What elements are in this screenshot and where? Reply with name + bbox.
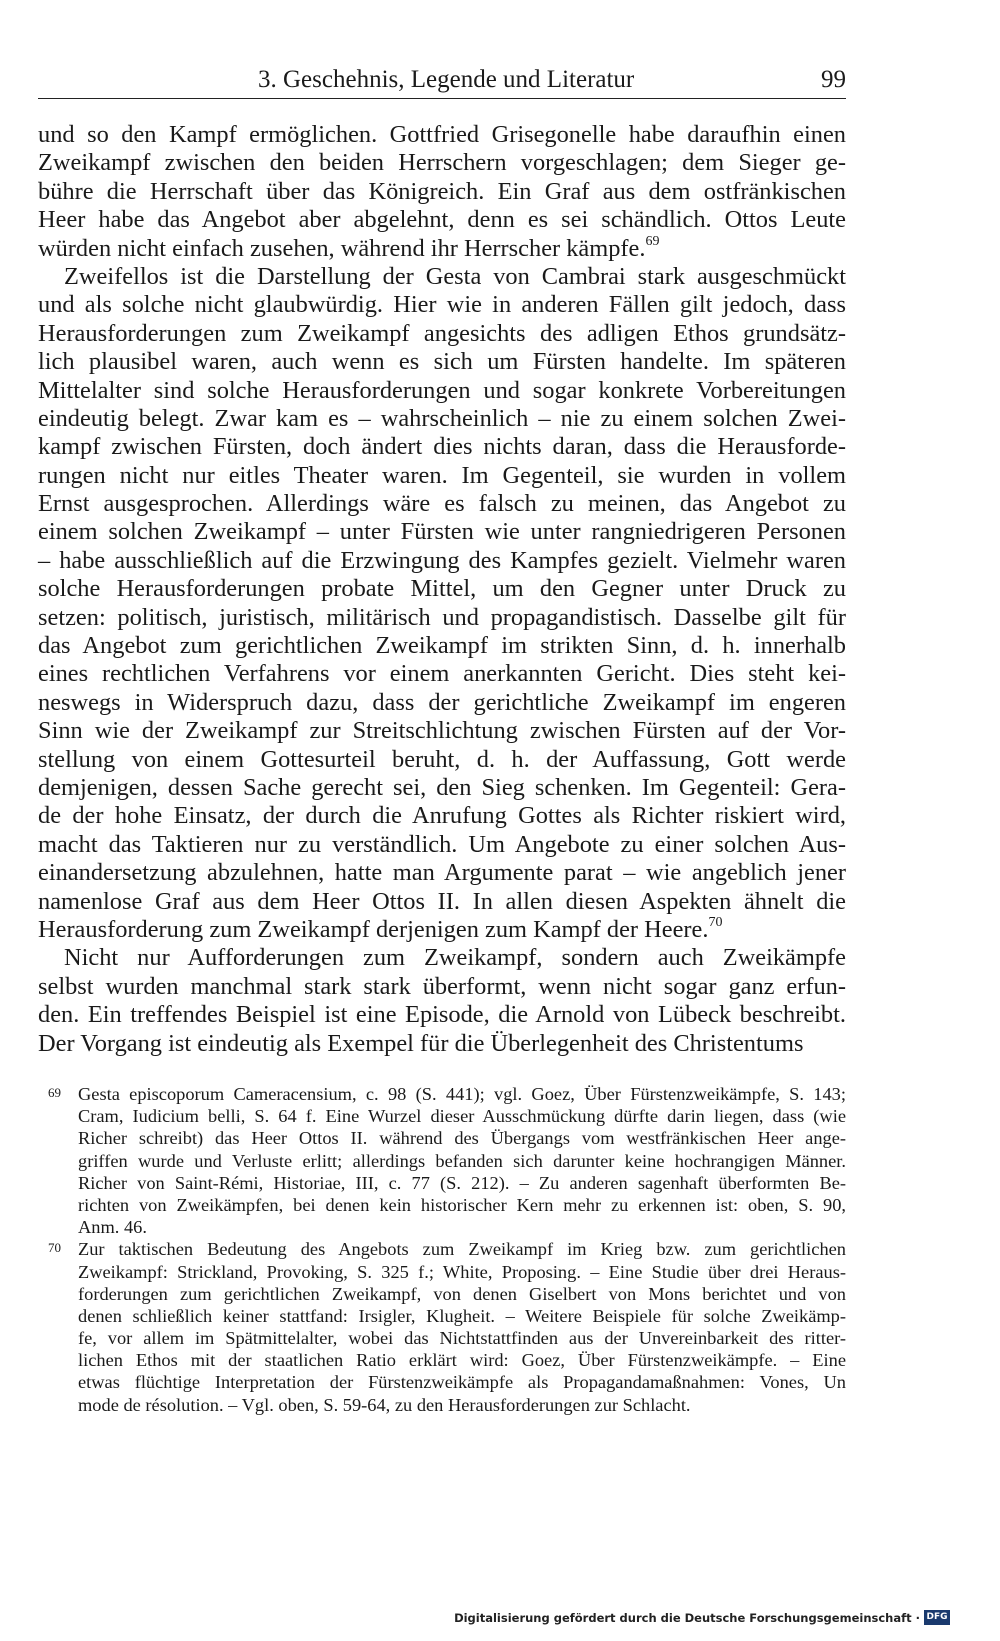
body-line: de der hohe Einsatz, der durch die Anrufung Gottes als Richter riskiert wird, [38,802,846,830]
body-line: das Angebot zum gerichtlichen Zweikampf im strikten Sinn, d. h. innerhalb [38,632,846,660]
body-line: eindeutig belegt. Zwar kam es – wahrscheinlich – nie zu einem solchen Zwei- [38,404,846,432]
body-line: Ernst ausgesprochen. Allerdings wäre es falsch zu meinen, das Angebot zu [38,490,846,518]
footnote-number: 69 [48,1085,61,1100]
body-line: macht das Taktieren nur zu verständlich. Um Angebote zu einer solchen Aus- [38,830,846,858]
footnote-line: Zur taktischen Bedeutung des Angebots zum Zweikampf im Krieg bzw. zum gerichtlichen [78,1239,846,1260]
body-text [38,121,846,1058]
body-line: bühre die Herrschaft über das Königreich. Ein Graf aus dem ostfränkischen [38,177,846,205]
digitization-credit: Digitalisierung gefördert durch die Deutsche Forschungsgemeinschaft · [454,1611,920,1625]
footnotes [38,1083,846,1416]
footnote-reference-70[interactable]: 70 [708,914,723,930]
body-line: Mittelalter sind solche Herausforderungen und sogar konkrete Vorbereitungen [38,376,846,404]
body-line: setzen: politisch, juristisch, militärisch und propagandistisch. Dasselbe gilt für [38,603,846,631]
body-line: einem solchen Zweikampf – unter Fürsten wie unter rangniedrigeren Personen [38,518,846,546]
body-line: und als solche nicht glaubwürdig. Hier wie in anderen Fällen gilt jedoch, dass [38,291,846,319]
body-line: Heer habe das Angebot aber abgelehnt, denn es sei schändlich. Ottos Leute [38,206,846,234]
running-header [38,64,846,99]
footnote-line: Gesta episcoporum Cameracensium, c. 98 (S. 441); vgl. Goez, Über Fürstenzweikämpfe, S. 143; [78,1084,846,1104]
footnote-69 [38,1083,846,1238]
footnote-line: denen schließlich keiner stattfand: Irsigler, Klugheit. – Weitere Beispiele für solche Zweikämp- [78,1305,846,1326]
body-line: den. Ein treffendes Beispiel ist eine Episode, die Arnold von Lübeck beschreibt. [38,1001,846,1029]
body-line: neswegs in Widerspruch dazu, dass der gerichtliche Zweikampf im engeren [38,688,846,716]
body-line: einandersetzung abzulehnen, hatte man Argumente parat – wie angeblich jener [38,859,846,887]
footnote-line: Zweikampf: Strickland, Provoking, S. 325 f.; White, Proposing. – Eine Studie über drei Heraus- [78,1261,846,1282]
footnote-line: Richer von Saint-Rémi, Historiae, III, c. 77 (S. 212). – Zu anderen sagenhaft überformten Be- [78,1172,846,1193]
body-line: Zweikampf zwischen den beiden Herrschern vorgeschlagen; dem Sieger ge- [38,149,846,177]
body-line [38,235,846,263]
footnote-line: forderungen zum gerichtlichen Zweikampf, von denen Giselbert von Mons berichtet und von [78,1283,846,1304]
body-line-text: Herausforderung zum Zweikampf derjenigen zum Kampf der Heere. [38,915,709,943]
footnote-line: Richer schreibt) das Heer Ottos II. während des Übergangs vom westfränkischen Heer ange- [78,1128,846,1149]
body-line: Sinn wie der Zweikampf zur Streitschlichtung zwischen Fürsten auf der Vor- [38,717,846,745]
body-line: Herausforderungen zum Zweikampf angesichts des adligen Ethos grundsätz- [38,319,846,347]
body-line: namenlose Graf aus dem Heer Ottos II. In allen diesen Aspekten ähnelt die [38,887,846,915]
body-line: Nicht nur Aufforderungen zum Zweikampf, sondern auch Zweikämpfe [64,944,846,972]
footnote-line: griffen wurde und Verluste erlitt; allerdings befanden sich darunter keine hochrangigen Männer. [78,1150,846,1171]
body-line: demjenigen, dessen Sache gerecht sei, den Sieg schenken. Im Gegenteil: Gera- [38,773,846,801]
footnote-line: lichen Ethos mit der staatlichen Ratio erklärt wird: Goez, Über Fürstenzweikämpfe. – Eine [78,1350,846,1371]
body-line: lich plausibel waren, auch wenn es sich um Fürsten handelte. Im späteren [38,348,846,376]
footnote-line: fe, vor allem im Spätmittelalter, wobei das Nichtstattfinden aus der Unvereinbarkeit des ritter- [78,1328,846,1349]
body-line: kampf zwischen Fürsten, doch ändert dies nichts daran, dass die Herausforde- [38,433,846,461]
footnote-70 [38,1238,846,1416]
body-line: solche Herausforderungen probate Mittel, um den Gegner unter Druck zu [38,575,846,603]
body-line: stellung von einem Gottesurteil beruht, d. h. der Auffassung, Gott werde [38,745,846,773]
body-line [38,916,846,944]
footnote-line: Anm. 46. [78,1217,147,1238]
footnote-line: mode de résolution. – Vgl. oben, S. 59-64, zu den Herausforderungen zur Schlacht. [78,1394,691,1415]
footnote-line: richten von Zweikämpfen, bei denen kein historischer Kern mehr zu erkennen ist: oben, S. 90, [78,1194,846,1215]
page-number: 99 [821,66,846,93]
body-line: Zweifellos ist die Darstellung der Gesta von Cambrai stark ausgeschmückt [64,262,846,290]
footnote-number: 70 [48,1240,61,1256]
footnote-line: etwas flüchtige Interpretation der Fürstenzweikämpfe als Propagandamaßnahmen: Vones, Un [78,1372,846,1393]
running-header-title: 3. Geschehnis, Legende und Literatur [258,66,635,93]
body-line: Der Vorgang ist eindeutig als Exempel für die Überlegenheit des Christentums [38,1029,804,1057]
footnote-reference-69[interactable]: 69 [645,233,660,249]
body-line: und so den Kampf ermöglichen. Gottfried Grisegonelle habe daraufhin einen [38,121,846,148]
body-line-text: würden nicht einfach zusehen, während ihr Herrscher kämpfe. [38,234,646,262]
body-line: selbst wurden manchmal stark stark überformt, wenn nicht sogar ganz erfun- [38,972,846,1000]
footnote-line: Cram, Iudicium belli, S. 64 f. Eine Wurzel dieser Ausschmückung dürfte darin liegen, dass (wie [78,1106,846,1127]
body-line: eines rechtlichen Verfahrens vor einem anerkannten Gericht. Dies steht kei- [38,660,846,688]
body-line: – habe ausschließlich auf die Erzwingung des Kampfes gezielt. Vielmehr waren [38,546,846,574]
body-line: rungen nicht nur eitles Theater waren. Im Gegenteil, sie wurden in vollem [38,461,846,489]
dfg-logo-icon: DFG [924,1610,950,1625]
